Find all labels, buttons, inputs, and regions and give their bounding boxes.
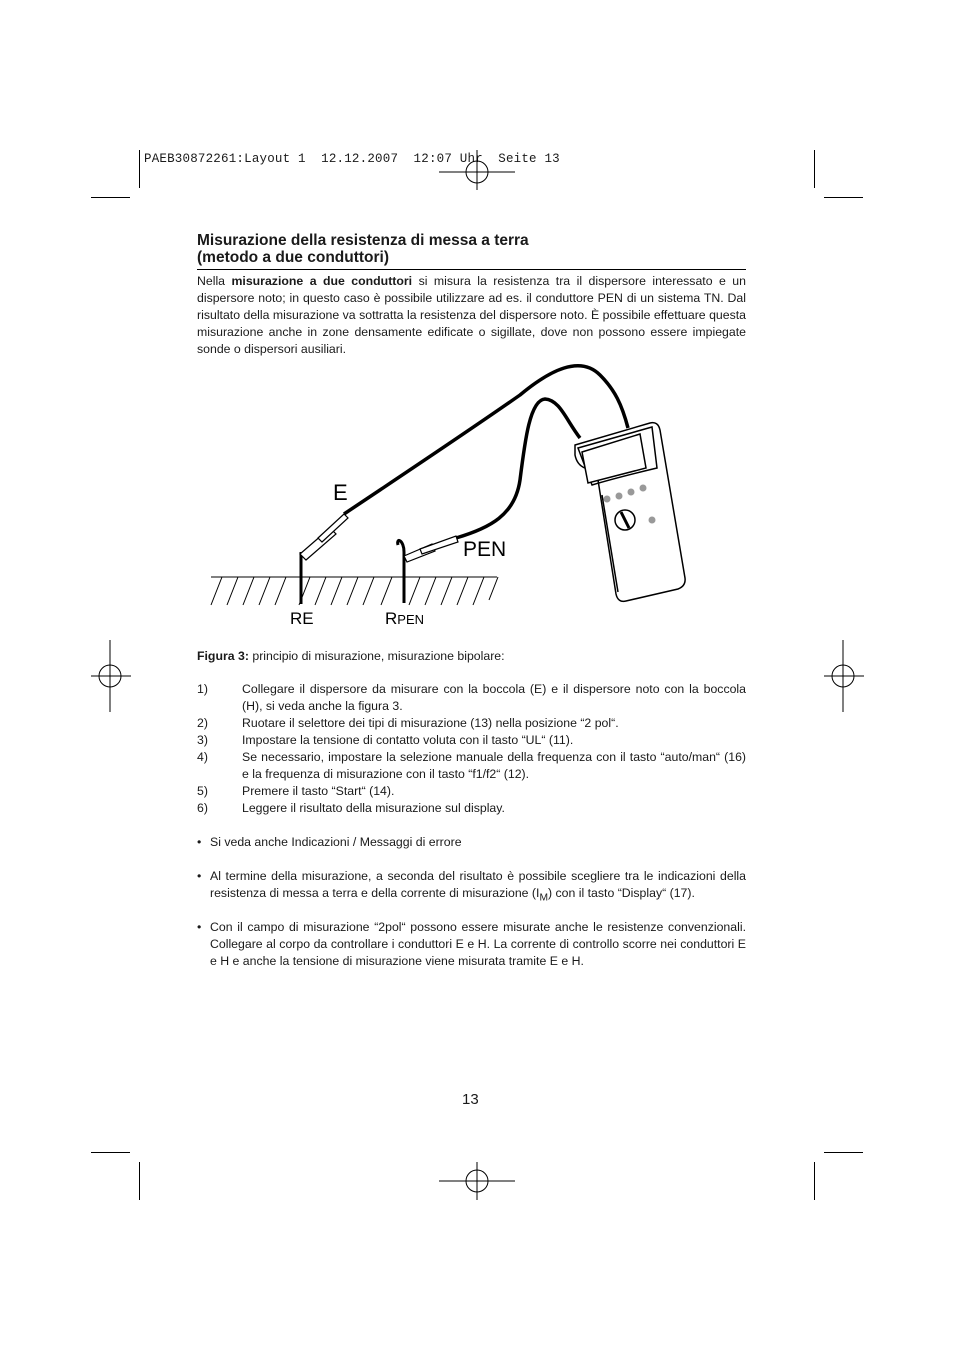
cable-e [344,366,628,514]
label-rpen: RPEN [385,609,425,628]
figure-caption: Figura 3: principio di misurazione, misurazione bipolare: [197,649,505,663]
figure-3-diagram [200,355,720,640]
title-rule [197,269,746,270]
label-re: RE [290,609,314,628]
bullet-item: • Con il campo di misurazione “2pol“ possono essere misurate anche le resistenze convenzionali. Collegare al corpo da controllare i conduttori E e H. La corrente di controllo scorre nei conduttori E e H e anche la tensione di misurazione viene misurata tramite E e H. [197,920,746,968]
meter-device [575,423,685,602]
label-e: E [333,480,348,505]
pen-electrode [398,541,404,603]
page-number: 13 [462,1091,479,1108]
intro-bold-term: misurazione a due conduttori [231,274,413,288]
step-item: 1) Collegare il dispersore da misurare con la boccola (E) e il dispersore noto con la boccola (H), si veda anche la figura 3. [197,682,746,713]
title-line-2: (metodo a due conduttori) [197,249,390,266]
section-title [197,232,529,266]
step-item: 3) Impostare la tensione di contatto voluta con il tasto “UL“ (11). [197,733,574,747]
print-slug: PAEB30872261:Layout 1 12.12.2007 12:07 Uhr Seite 13 [144,152,560,166]
step-item: 2) Ruotare il selettore dei tipi di misurazione (13) nella posizione “2 pol“. [197,716,619,730]
bullet-item: • Al termine della misurazione, a seconda del risultato è possibile scegliere tra le indicazioni della resistenza di messa a terra e della corrente di misurazione $(I_M)$ con il tasto “Display“ (17). [197,869,746,904]
bullet-item: • Si veda anche Indicazioni / Messaggi di errore [197,835,462,849]
steps-list [197,681,746,817]
clip-e [300,514,348,560]
title-line-1: Misurazione della resistenza di messa a terra [197,232,529,249]
step-item: 6) Leggere il risultato della misurazione sul display. [197,801,505,815]
ground-hatching [211,577,498,605]
step-item: 5) Premere il tasto “Start“ (14). [197,784,395,798]
cable-pen [456,399,580,538]
label-pen: PEN [463,538,507,561]
clip-pen [404,536,458,562]
step-item: 4) Se necessario, impostare la selezione manuale della frequenza con il tasto “auto/man“ (16) e la frequenza di misurazione con il tasto “f1/f2“ (12). [197,750,746,781]
intro-paragraph: Nella misurazione a due conduttori si misura la resistenza tra il dispersore interessato e un dispersore noto; in questo caso è possibile utilizzare ad es. il conduttore PEN di un sistema TN. Dal risultato della misurazione va sottratta la resistenza del dispersore noto. È possibile effettuare questa misurazione anche in zone densamente edificate o sigillate, dove non possono essere impiegate sonde o dispersori ausiliari. [197,274,746,356]
